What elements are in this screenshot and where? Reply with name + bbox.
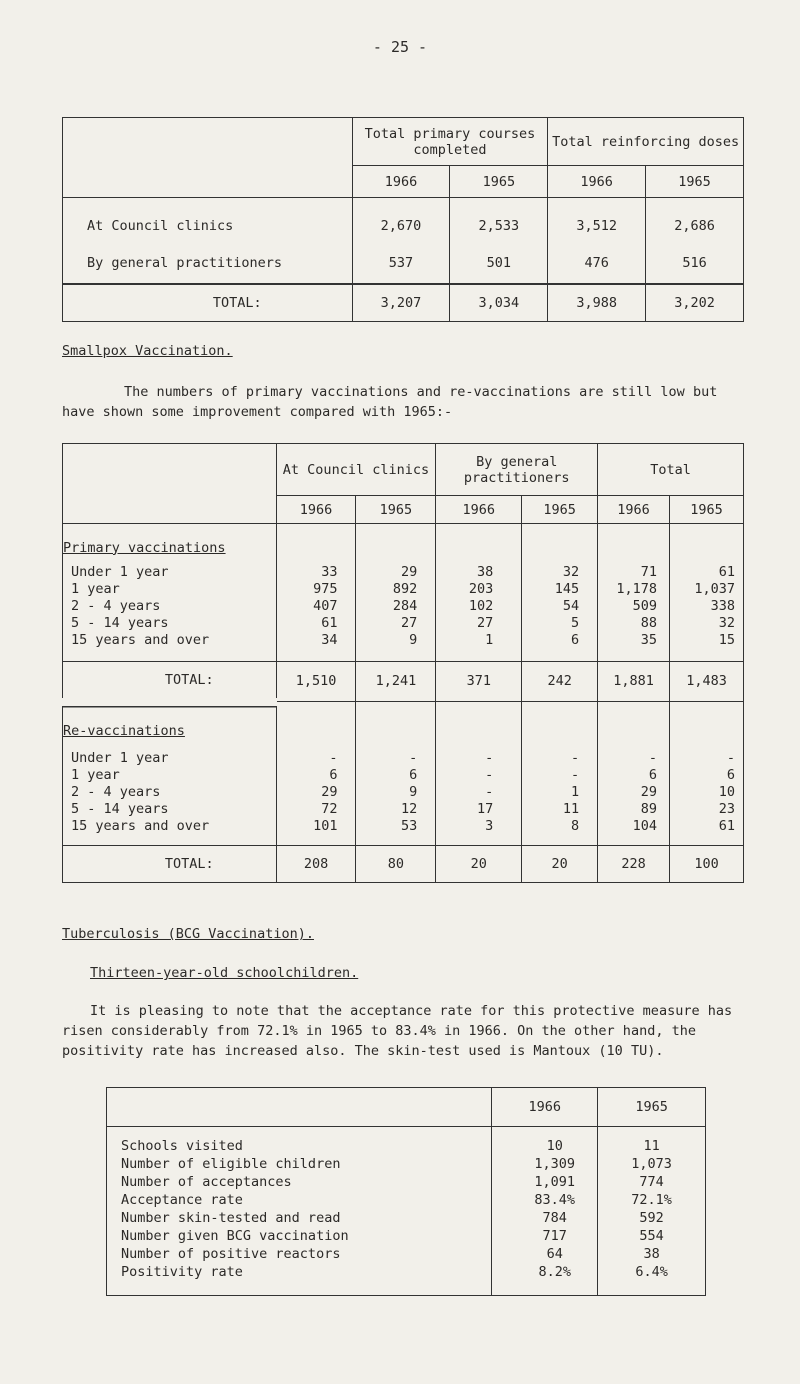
total-cell: 242	[522, 661, 598, 702]
table-cell: 1,178	[598, 581, 670, 598]
table-cell: 284	[356, 598, 436, 615]
table-cell: 54	[522, 598, 598, 615]
table-cell: -	[436, 784, 522, 801]
table-cell: 72.1%	[598, 1191, 706, 1209]
table-cell: 2,686	[646, 198, 744, 244]
total-cell: 3,207	[352, 284, 450, 322]
table-cell: 6.4%	[598, 1263, 706, 1296]
row-label: Number skin-tested and read	[107, 1209, 492, 1227]
table-cell: 338	[670, 598, 744, 615]
table-cell: 61	[276, 615, 356, 632]
table-cell: 1,309	[492, 1155, 598, 1173]
year-header: 1966	[352, 166, 450, 198]
table-cell: 6	[356, 767, 436, 784]
total-cell: 3,034	[450, 284, 548, 322]
table-cell: 10	[492, 1127, 598, 1156]
table-cell: 717	[492, 1227, 598, 1245]
total-label: TOTAL:	[63, 845, 277, 882]
section-title-revaccinations: Re-vaccinations	[63, 702, 277, 750]
table-cell: 592	[598, 1209, 706, 1227]
table-cell: 11	[598, 1127, 706, 1156]
table-cell: 11	[522, 801, 598, 818]
row-label: 2 - 4 years	[63, 784, 277, 801]
row-label: 5 - 14 years	[63, 801, 277, 818]
table-cell: 17	[436, 801, 522, 818]
table-cell: 35	[598, 632, 670, 662]
table-cell: 501	[450, 244, 548, 284]
table-cell: 145	[522, 581, 598, 598]
table-cell: 3	[436, 818, 522, 846]
table-cell: -	[436, 767, 522, 784]
table-cell: 61	[670, 818, 744, 846]
table-cell: -	[670, 750, 744, 767]
row-label: 1 year	[63, 581, 277, 598]
table-cell: 1	[436, 632, 522, 662]
header-empty-cell	[107, 1088, 492, 1127]
table-cell: 32	[670, 615, 744, 632]
year-header: 1965	[450, 166, 548, 198]
header-empty-cell	[63, 118, 353, 198]
row-label: 5 - 14 years	[63, 615, 277, 632]
table-cell: 38	[436, 564, 522, 581]
total-cell: 228	[598, 845, 670, 882]
table-cell: 2,670	[352, 198, 450, 244]
table-cell: 6	[522, 632, 598, 662]
table-cell: 476	[548, 244, 646, 284]
tb-subheading: Thirteen-year-old schoolchildren.	[90, 965, 359, 981]
total-cell: 1,483	[670, 661, 744, 702]
header-primary-courses: Total primary courses completed	[352, 118, 548, 166]
total-cell: 20	[522, 845, 598, 882]
header-reinforcing-doses: Total reinforcing doses	[548, 118, 744, 166]
table-cell: 12	[356, 801, 436, 818]
table-cell: 1	[522, 784, 598, 801]
table-cell: 892	[356, 581, 436, 598]
year-header: 1966	[598, 496, 670, 524]
row-label: Under 1 year	[63, 564, 277, 581]
table-cell: 784	[492, 1209, 598, 1227]
header-council-clinics: At Council clinics	[276, 444, 436, 496]
section-title-primary: Primary vaccinations	[63, 524, 277, 564]
tb-heading: Tuberculosis (BCG Vaccination).	[62, 926, 314, 942]
total-cell: 1,510	[276, 661, 356, 702]
year-header: 1966	[276, 496, 356, 524]
total-cell: 3,988	[548, 284, 646, 322]
table-cell: 27	[356, 615, 436, 632]
table-cell: -	[436, 750, 522, 767]
tb-paragraph: It is pleasing to note that the acceptance rate for this protective measure has risen considerably from 72.1% in 1965 to 83.4% in 1966. On the other hand, the positivity rate has increased also. The skin-test used is Mantoux (10 TU).	[62, 1003, 733, 1059]
table-cell: 6	[670, 767, 744, 784]
total-label: TOTAL:	[63, 661, 277, 702]
total-cell: 20	[436, 845, 522, 882]
row-label: Under 1 year	[63, 750, 277, 767]
table-cell: -	[598, 750, 670, 767]
table-cell: 975	[276, 581, 356, 598]
year-header: 1966	[436, 496, 522, 524]
row-label: Acceptance rate	[107, 1191, 492, 1209]
header-total: Total	[598, 444, 744, 496]
total-cell: 208	[276, 845, 356, 882]
smallpox-paragraph: The numbers of primary vaccinations and re-vaccinations are still low but have shown some improvement compared with 1965:-	[62, 384, 718, 420]
table-cell: -	[356, 750, 436, 767]
table-cell: 29	[276, 784, 356, 801]
table-cell: 516	[646, 244, 744, 284]
row-label: By general practitioners	[63, 244, 353, 284]
table-cell: 64	[492, 1245, 598, 1263]
header-general-practitioners: By general practitioners	[436, 444, 598, 496]
table-cell: 537	[352, 244, 450, 284]
row-label: 15 years and over	[63, 632, 277, 662]
table-cell: 3,512	[548, 198, 646, 244]
table-cell: 89	[598, 801, 670, 818]
table-cell: 33	[276, 564, 356, 581]
table-cell: 9	[356, 784, 436, 801]
table-cell: -	[276, 750, 356, 767]
total-cell: 100	[670, 845, 744, 882]
table-cell: 203	[436, 581, 522, 598]
table-cell: 6	[276, 767, 356, 784]
table-cell: 1,037	[670, 581, 744, 598]
table-cell: 71	[598, 564, 670, 581]
header-empty-cell	[63, 444, 277, 524]
total-label: TOTAL:	[63, 284, 353, 322]
row-label: 15 years and over	[63, 818, 277, 846]
table-cell: 509	[598, 598, 670, 615]
table-cell: 88	[598, 615, 670, 632]
row-label: Schools visited	[107, 1127, 492, 1156]
row-label: Number of eligible children	[107, 1155, 492, 1173]
table-cell: 407	[276, 598, 356, 615]
table-cell: 83.4%	[492, 1191, 598, 1209]
table-cell: 34	[276, 632, 356, 662]
table-cell: -	[522, 767, 598, 784]
year-header: 1965	[646, 166, 744, 198]
smallpox-vaccination-table	[62, 443, 744, 883]
year-header: 1965	[670, 496, 744, 524]
table-cell: 8	[522, 818, 598, 846]
table-cell: 27	[436, 615, 522, 632]
row-label: Number of acceptances	[107, 1173, 492, 1191]
smallpox-heading: Smallpox Vaccination.	[62, 343, 233, 359]
vaccination-courses-table	[62, 117, 744, 322]
year-header: 1965	[356, 496, 436, 524]
row-label: Positivity rate	[107, 1263, 492, 1296]
table-cell: 29	[598, 784, 670, 801]
table-cell: 53	[356, 818, 436, 846]
total-cell: 80	[356, 845, 436, 882]
table-cell: 61	[670, 564, 744, 581]
page-number: - 25 -	[372, 38, 428, 56]
year-header: 1966	[492, 1088, 598, 1127]
bcg-vaccination-table	[106, 1087, 706, 1296]
table-cell: 5	[522, 615, 598, 632]
row-label: 2 - 4 years	[63, 598, 277, 615]
year-header: 1965	[598, 1088, 706, 1127]
row-label: Number given BCG vaccination	[107, 1227, 492, 1245]
table-cell: 38	[598, 1245, 706, 1263]
table-cell: 102	[436, 598, 522, 615]
table-cell: 10	[670, 784, 744, 801]
total-cell: 1,881	[598, 661, 670, 702]
table-cell: 101	[276, 818, 356, 846]
total-cell: 3,202	[646, 284, 744, 322]
table-cell: 72	[276, 801, 356, 818]
table-cell: 15	[670, 632, 744, 662]
table-cell: 8.2%	[492, 1263, 598, 1296]
row-label: Number of positive reactors	[107, 1245, 492, 1263]
year-header: 1965	[522, 496, 598, 524]
table-cell: 32	[522, 564, 598, 581]
table-cell: 554	[598, 1227, 706, 1245]
table-cell: -	[522, 750, 598, 767]
table-cell: 29	[356, 564, 436, 581]
table-cell: 1,073	[598, 1155, 706, 1173]
table-cell: 9	[356, 632, 436, 662]
row-label: 1 year	[63, 767, 277, 784]
total-cell: 1,241	[356, 661, 436, 702]
table-cell: 23	[670, 801, 744, 818]
table-cell: 104	[598, 818, 670, 846]
table-cell: 774	[598, 1173, 706, 1191]
table-cell: 2,533	[450, 198, 548, 244]
row-label: At Council clinics	[63, 198, 353, 244]
total-cell: 371	[436, 661, 522, 702]
table-cell: 6	[598, 767, 670, 784]
table-cell: 1,091	[492, 1173, 598, 1191]
year-header: 1966	[548, 166, 646, 198]
